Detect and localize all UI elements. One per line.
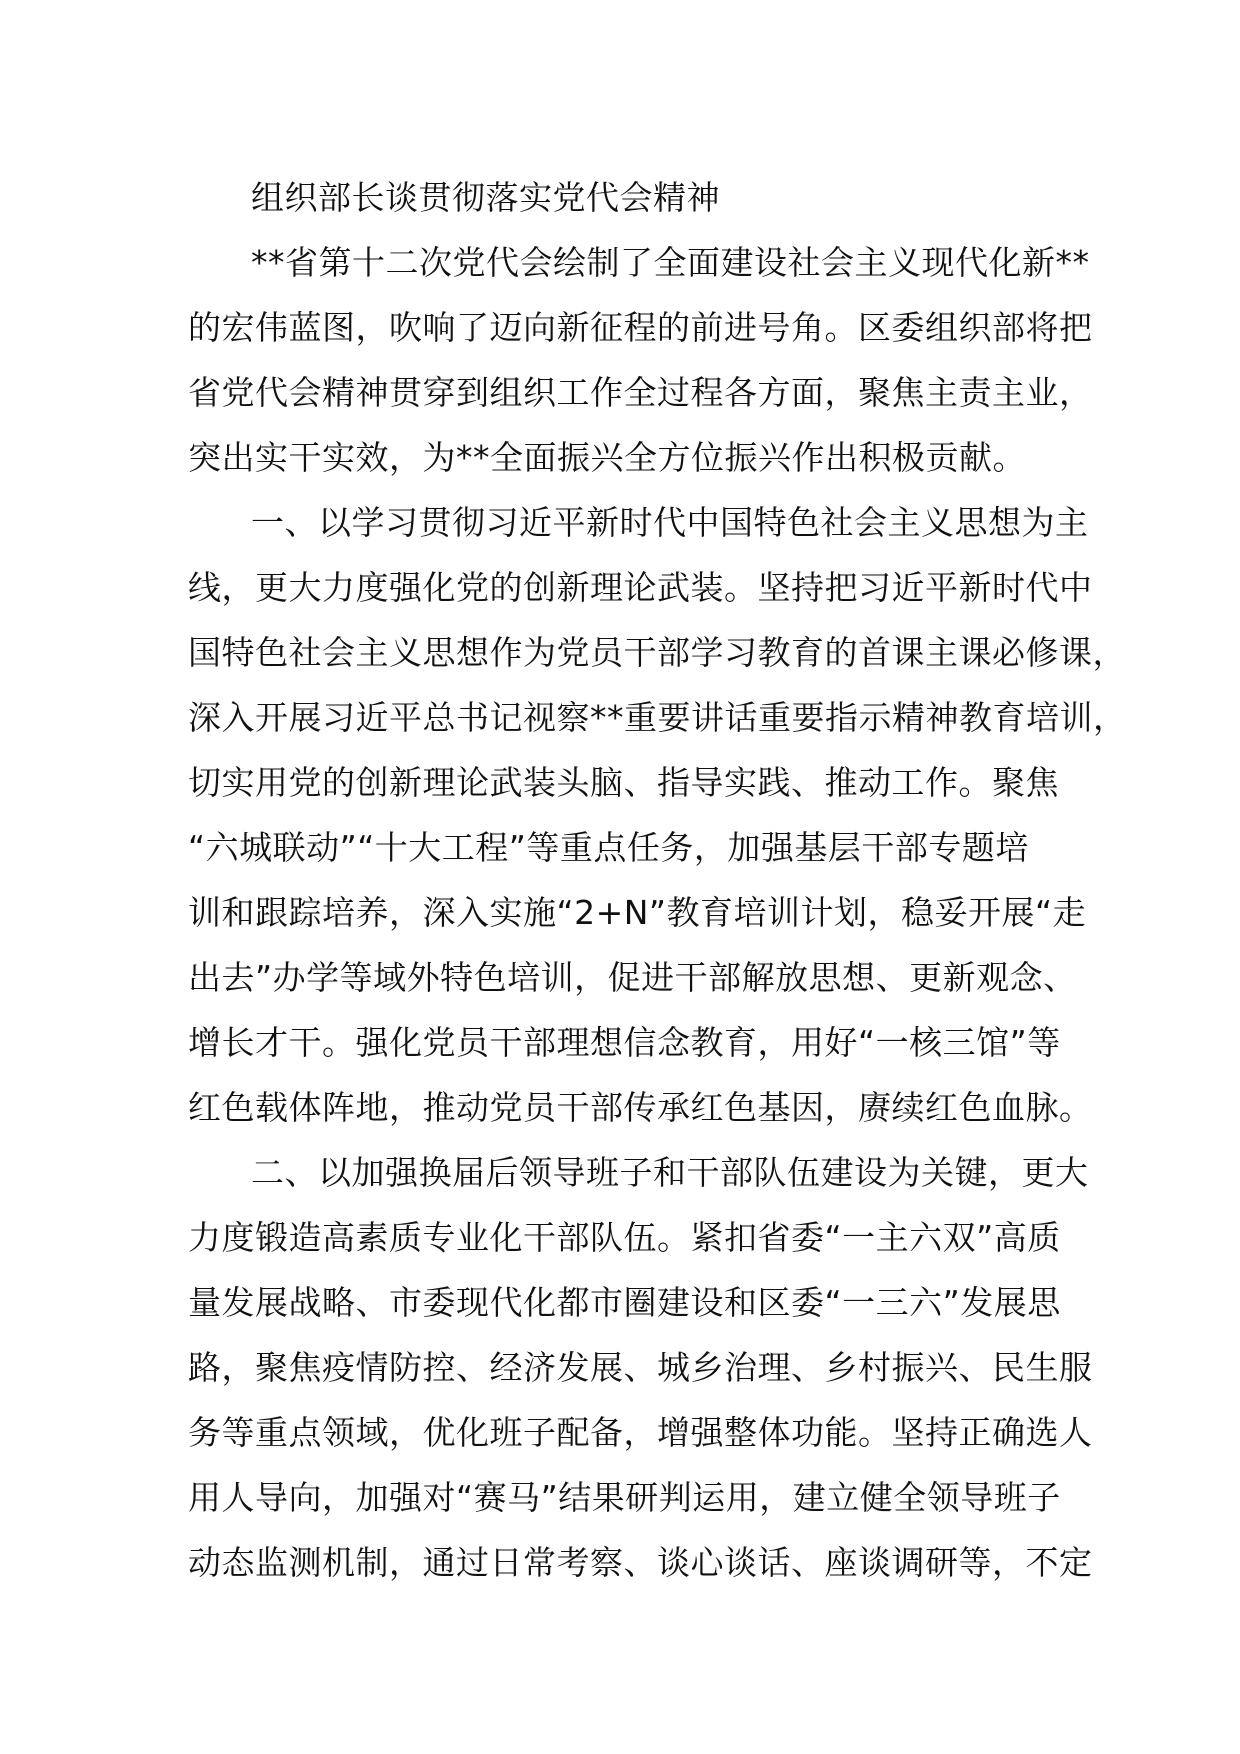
document-title: 组织部长谈贯彻落实党代会精神: [251, 178, 720, 217]
text-line: 国特色社会主义思想作为党员干部学习教育的首课主课必修课，: [188, 633, 1126, 672]
text-line: 量发展战略、市委现代化都市圈建设和区委“一三六”发展思: [188, 1283, 1061, 1322]
text-line: 一、以学习贯彻习近平新时代中国特色社会主义思想为主: [251, 503, 1089, 542]
text-line: “六城联动”“十大工程”等重点任务，加强基层干部专题培: [188, 828, 1029, 867]
text-line: 动态监测机制，通过日常考察、谈心谈话、座谈调研等，不定: [188, 1543, 1093, 1582]
paragraph-section-one: [188, 490, 1127, 1140]
text-line: 突出实干实效，为**全面振兴全方位振兴作出积极贡献。: [188, 438, 1026, 477]
text-line: 的宏伟蓝图，吹响了迈向新征程的前进号角。区委组织部将把: [188, 308, 1093, 347]
text-line: 训和跟踪培养，深入实施“2+N”教育培训计划，稳妥开展“走: [188, 893, 1087, 932]
text-line: 出去”办学等域外特色培训，促进干部解放思想、更新观念、: [188, 958, 1077, 997]
text-line: 红色载体阵地，推动党员干部传承红色基因，赓续红色血脉。: [188, 1088, 1093, 1127]
document-body: [188, 165, 1127, 1595]
text-line: 深入开展习近平总书记视察**重要讲话重要指示精神教育培训，: [188, 698, 1127, 737]
text-line: 用人导向，加强对“赛马”结果研判运用，建立健全领导班子: [188, 1478, 1061, 1517]
paragraph-section-two: [188, 1140, 1093, 1595]
text-line: 增长才干。强化党员干部理想信念教育，用好“一核三馆”等: [188, 1023, 1061, 1062]
paragraph-intro: [188, 230, 1093, 490]
text-line: **省第十二次党代会绘制了全面建设社会主义现代化新**: [251, 243, 1090, 282]
text-line: 力度锻造高素质专业化干部队伍。紧扣省委“一主六双”高质: [188, 1218, 1061, 1257]
text-line: 务等重点领域，优化班子配备，增强整体功能。坚持正确选人: [188, 1413, 1093, 1452]
text-line: 线，更大力度强化党的创新理论武装。坚持把习近平新时代中: [188, 568, 1093, 607]
text-line: 路，聚焦疫情防控、经济发展、城乡治理、乡村振兴、民生服: [188, 1348, 1093, 1387]
text-line: 切实用党的创新理论武装头脑、指导实践、推动工作。聚焦: [188, 763, 1059, 802]
text-line: 省党代会精神贯穿到组织工作全过程各方面，聚焦主责主业，: [188, 373, 1093, 412]
text-line: 二、以加强换届后领导班子和干部队伍建设为关键，更大: [251, 1153, 1089, 1192]
